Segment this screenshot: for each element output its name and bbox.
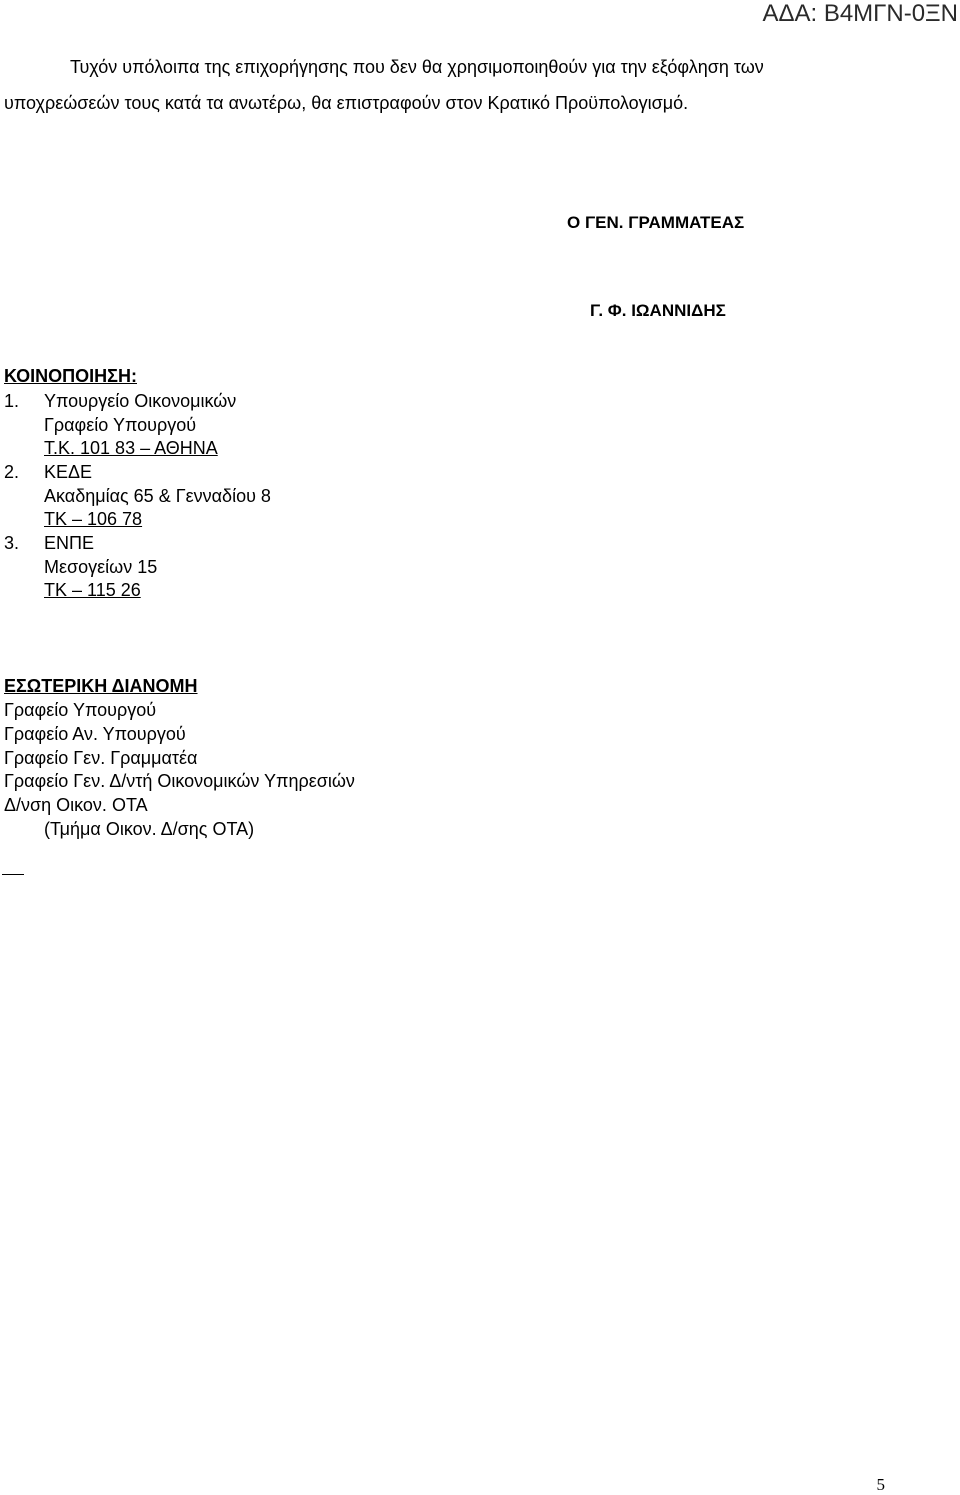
paragraph-line-1: Τυχόν υπόλοιπα της επιχορήγησης που δεν θα χρησιμοποιηθούν για την εξόφληση των xyxy=(70,57,764,77)
notification-item-2-line-2: Ακαδημίας 65 & Γενναδίου 8 xyxy=(44,486,271,506)
signature-name: Γ. Φ. ΙΩΑΝΝΙΔΗΣ xyxy=(590,301,726,320)
ada-code: ΑΔΑ: Β4ΜΓΝ-0ΞΝ xyxy=(762,0,958,27)
internal-distribution-line-2: Γραφείο Αν. Υπουργού xyxy=(4,724,186,744)
internal-distribution-sub-line: (Τμήμα Οικον. Δ/σης ΟΤΑ) xyxy=(44,819,255,839)
notification-item-2-line-3: ΤΚ – 106 78 xyxy=(44,509,143,529)
internal-distribution-line-5: Δ/νση Οικον. ΟΤΑ xyxy=(4,795,148,815)
notification-item-3-number: 3. xyxy=(4,533,20,553)
internal-distribution-line-3: Γραφείο Γεν. Γραμματέα xyxy=(4,748,198,768)
internal-distribution-heading: ΕΣΩΤΕΡΙΚΗ ΔΙΑΝΟΜΗ xyxy=(4,676,198,696)
page-number: 5 xyxy=(876,1475,885,1494)
paragraph-line-2: υποχρεώσεών τους κατά τα ανωτέρω, θα επιστραφούν στον Κρατικό Προϋπολογισμό. xyxy=(4,93,689,113)
notification-item-3-line-2: Μεσογείων 15 xyxy=(44,557,158,577)
notification-heading: ΚΟΙΝΟΠΟΙΗΣΗ: xyxy=(4,366,137,386)
notification-item-1-line-3: Τ.Κ. 101 83 – ΑΘΗΝΑ xyxy=(44,438,218,458)
notification-item-3-line-3: ΤΚ – 115 26 xyxy=(44,580,141,600)
footer-separator xyxy=(2,874,24,875)
notification-item-2-number: 2. xyxy=(4,462,20,482)
notification-item-1-line-1: Υπουργείο Οικονομικών xyxy=(44,391,237,411)
notification-item-3-line-1: ΕΝΠΕ xyxy=(44,533,95,553)
notification-item-2-line-1: ΚΕΔΕ xyxy=(44,462,93,482)
internal-distribution-line-1: Γραφείο Υπουργού xyxy=(4,700,157,720)
internal-distribution-line-4: Γραφείο Γεν. Δ/ντή Οικονομικών Υπηρεσιών xyxy=(4,771,355,791)
notification-item-1-line-2: Γραφείο Υπουργού xyxy=(44,415,197,435)
signature-title: Ο ΓΕΝ. ΓΡΑΜΜΑΤΕΑΣ xyxy=(567,213,745,232)
notification-item-1-number: 1. xyxy=(4,391,20,411)
